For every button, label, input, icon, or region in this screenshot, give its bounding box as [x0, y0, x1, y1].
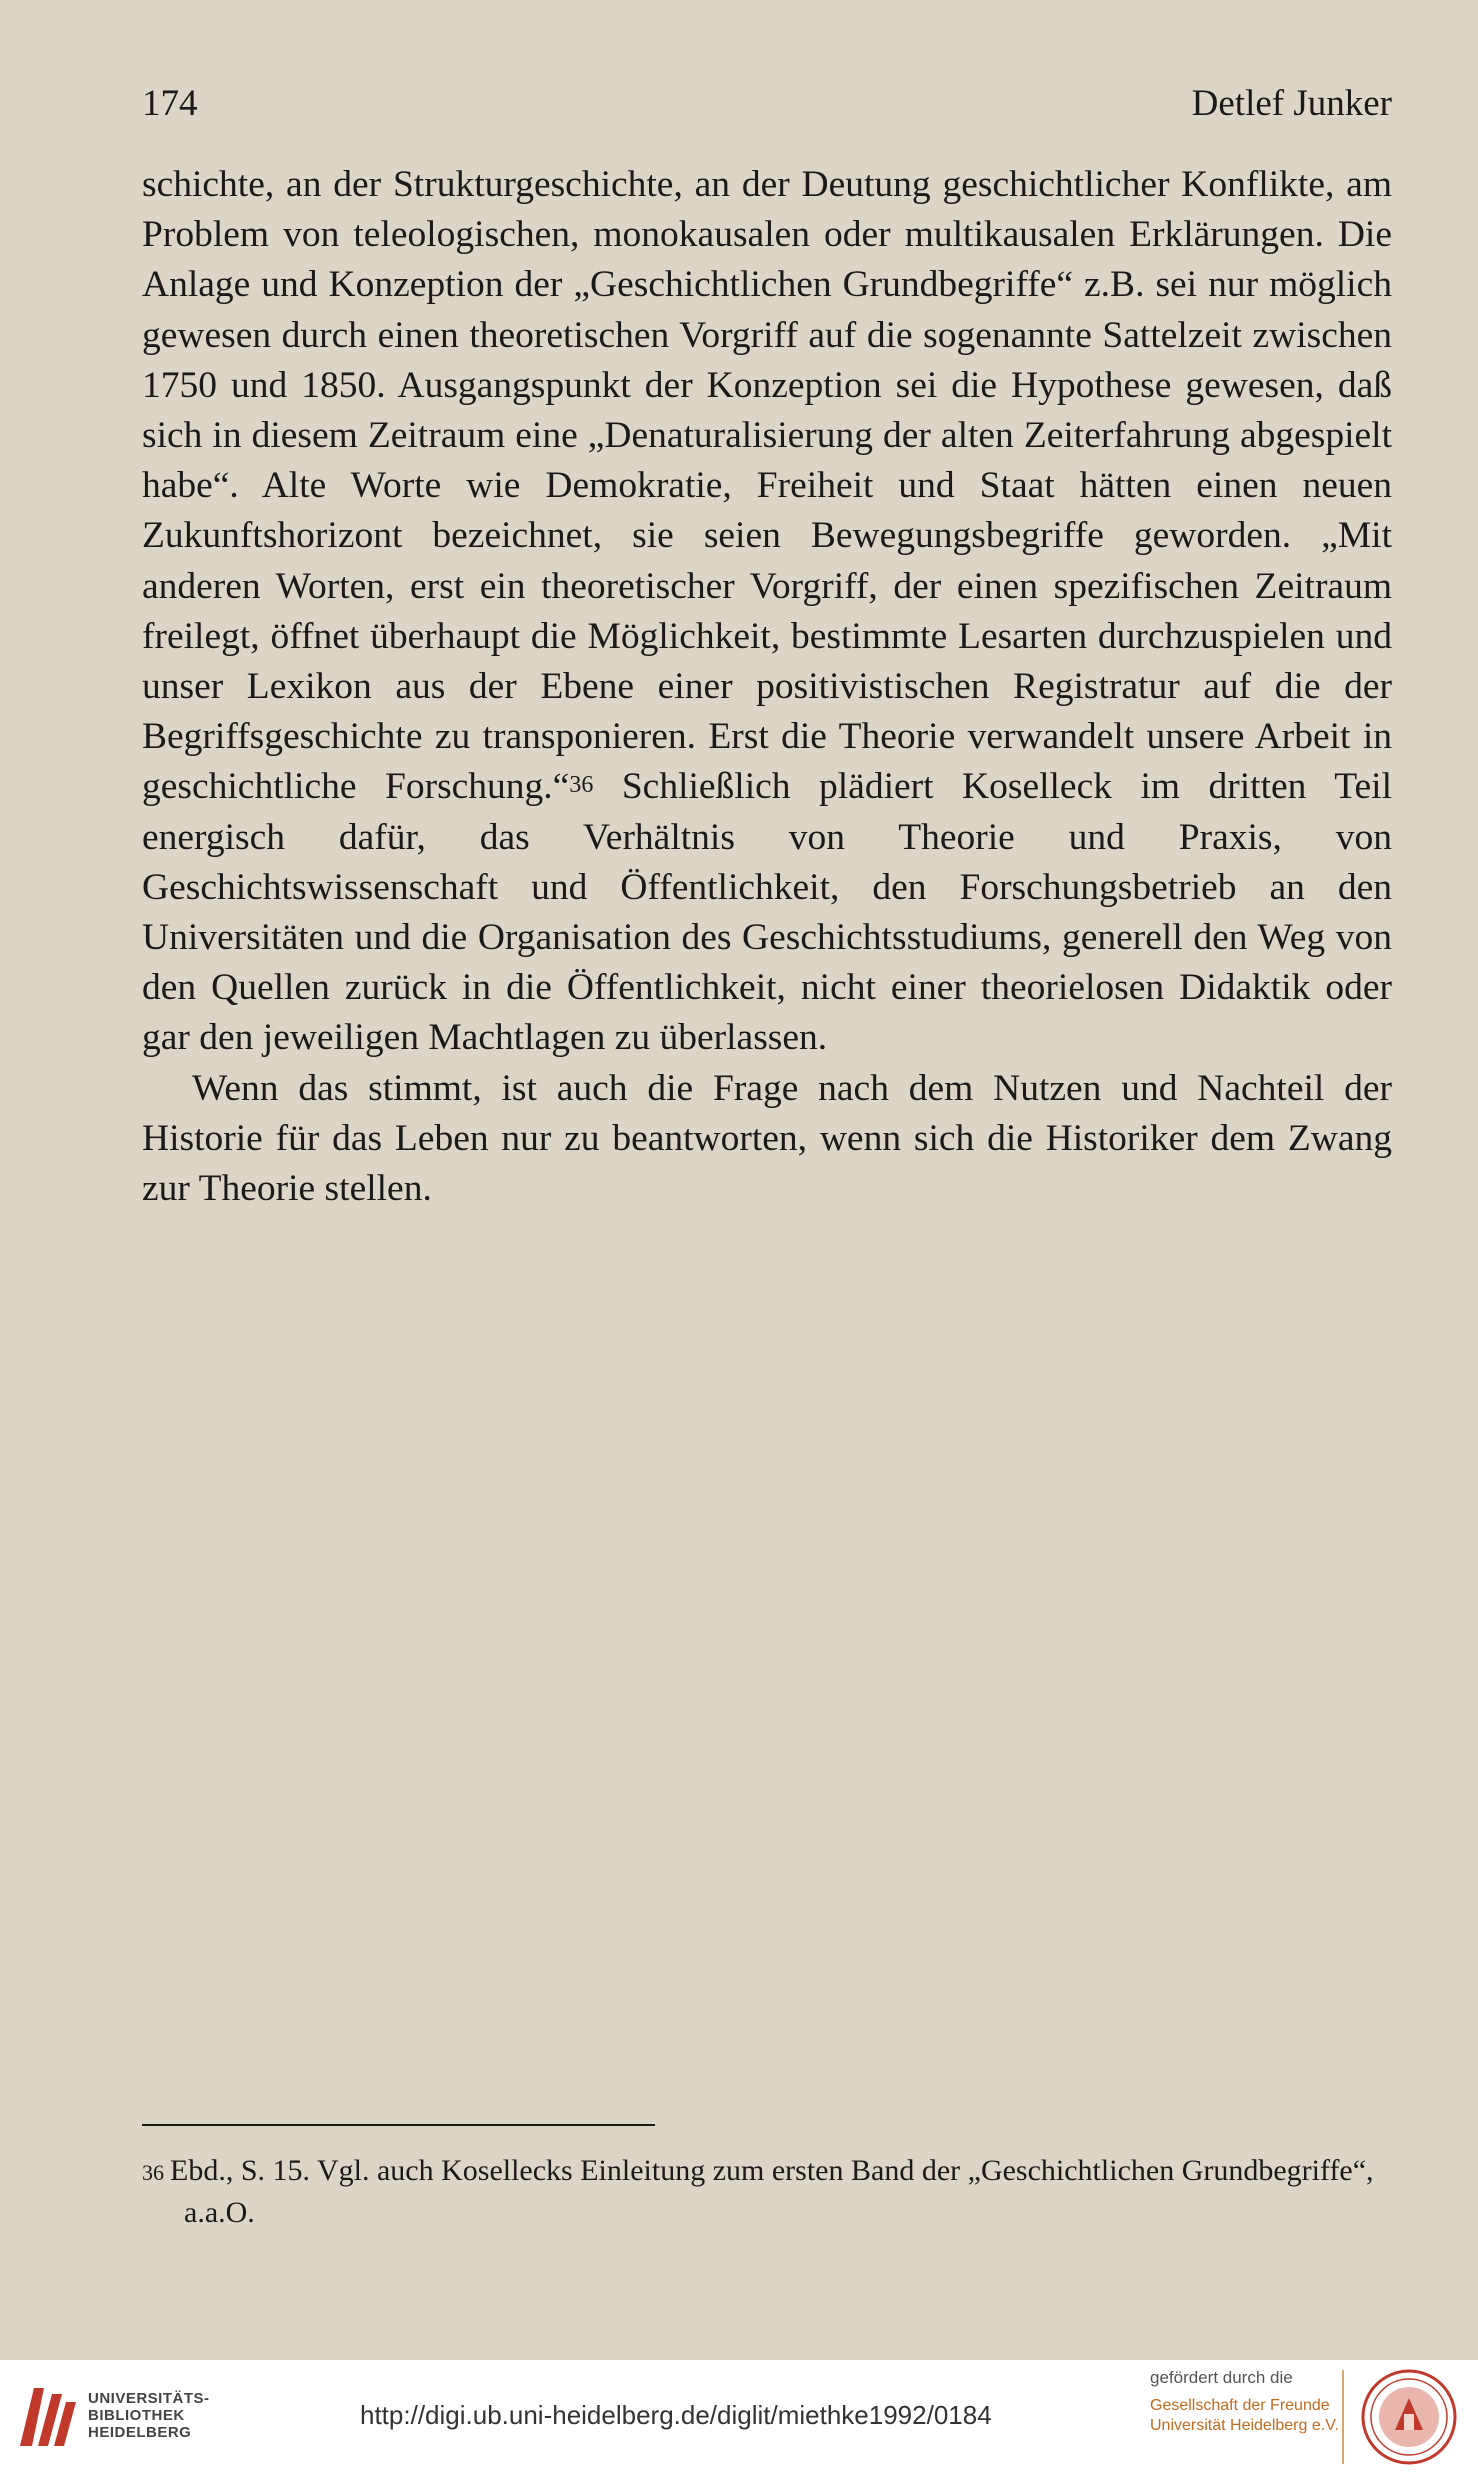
- footer-divider: [1342, 2370, 1344, 2464]
- paragraph-1: [142, 160, 1392, 1064]
- running-header: [142, 82, 1392, 132]
- library-name: UNIVERSITÄTS- BIBLIOTHEK HEIDELBERG: [88, 2390, 210, 2441]
- footnote-separator: [142, 2124, 655, 2126]
- paragraph-1-part-b: Schließlich plädiert Koselleck im dritten Teil energisch dafür, das Verhältnis von Theorie und Praxis, von Geschichtswissenschaft und Öffentlichkeit, den Forschungsbetrieb an den Universitäten und die Organisation des Geschichtsstudiums, generell den Weg von den Quellen zurück in die Öffentlichkeit, nicht einer theorielosen Didaktik oder gar den jeweiligen Machtlagen zu überlassen.: [142, 766, 1392, 1059]
- permalink-url[interactable]: http://digi.ub.uni-heidelberg.de/diglit/miethke1992/0184: [360, 2400, 992, 2430]
- footnote-text: Ebd., S. 15. Vgl. auch Kosellecks Einleitung zum ersten Band der „Geschichtlichen Grundbegriffe“, a.a.O.: [170, 2154, 1374, 2229]
- footnote-reference: 36: [569, 772, 594, 799]
- library-logo-icon[interactable]: [14, 2380, 84, 2452]
- main-text: [142, 160, 1392, 1214]
- university-seal-icon: [1360, 2368, 1458, 2466]
- digitization-footer: [0, 2360, 1478, 2472]
- sponsor-name[interactable]: Gesellschaft der Freunde Universität Heidelberg e.V.: [1150, 2397, 1339, 2434]
- footnote-number: 36: [142, 2160, 164, 2185]
- paragraph-1-part-a: schichte, an der Strukturgeschichte, an der Deutung geschichtlicher Konflikte, am Problem von teleologischen, monokausalen oder multikausalen Erklärungen. Die Anlage und Konzeption der „Geschichtlichen Grundbegriffe“ z.B. sei nur möglich gewesen durch einen theoretischen Vorgriff auf die sogenannte Sattelzeit zwischen 1750 und 1850. Ausgangspunkt der Konzeption sei die Hypothese gewesen, daß sich in diesem Zeitraum eine „Denaturalisierung der alten Zeiterfahrung abgespielt habe“. Alte Worte wie Demokratie, Freiheit und Staat hätten einen neuen Zukunftshorizont bezeichnet, sie seien Bewegungsbegriffe geworden. „Mit anderen Worten, erst ein theoretischer Vorgriff, der einen spezifischen Zeitraum freilegt, öffnet überhaupt die Möglichkeit, bestimmte Lesarten durchzuspielen und unser Lexikon aus der Ebene einer positivistischen Registratur auf die der Begriffsgeschichte zu transponieren. Erst die Theorie verwandelt unsere Arbeit in geschichtliche Forschung.“: [142, 164, 1392, 808]
- footnote-36: [142, 2150, 1392, 2234]
- page-number: 174: [142, 83, 198, 124]
- sponsor-caption: gefördert durch die: [1150, 2368, 1293, 2387]
- running-head-author: Detlef Junker: [1191, 83, 1392, 124]
- paragraph-2: Wenn das stimmt, ist auch die Frage nach dem Nutzen und Nachteil der Historie für das Leben nur zu beantworten, wenn sich die Historiker dem Zwang zur Theorie stellen.: [142, 1067, 1392, 1210]
